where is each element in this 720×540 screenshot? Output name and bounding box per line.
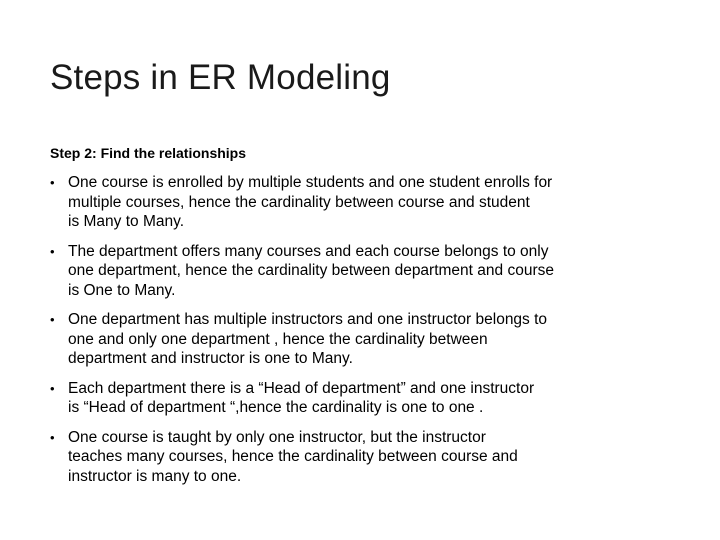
bullet-line: one department, hence the cardinality between department and course bbox=[68, 262, 554, 279]
bullet-line: teaches many courses, hence the cardinality between course and bbox=[68, 448, 518, 465]
slide-subtitle: Step 2: Find the relationships bbox=[50, 145, 247, 161]
bullet-item bbox=[50, 242, 700, 301]
bullet-line: multiple courses, hence the cardinality between course and student bbox=[68, 193, 530, 211]
bullet-marker: • bbox=[50, 429, 55, 445]
bullet-line: The department offers many courses and each course belongs to only bbox=[68, 242, 549, 260]
bullet-item bbox=[50, 173, 700, 232]
bullet-line: is Many to Many. bbox=[68, 213, 185, 230]
bullet-line: department and instructor is one to Many. bbox=[68, 350, 353, 367]
bullet-line: Each department there is a “Head of department” and one instructor bbox=[68, 379, 535, 397]
bullet-marker: • bbox=[50, 380, 55, 396]
bullet-item bbox=[50, 310, 700, 369]
bullet-line: One course is enrolled by multiple students and one student enrolls for bbox=[68, 174, 553, 191]
bullet-line: is One to Many. bbox=[68, 281, 176, 299]
bullet-item bbox=[50, 379, 700, 418]
bullet-list bbox=[50, 173, 700, 496]
bullet-marker: • bbox=[50, 175, 55, 190]
bullet-marker: • bbox=[50, 243, 55, 259]
bullet-line: One course is taught by only one instructor, but the instructor bbox=[68, 428, 486, 446]
slide-title: Steps in ER Modeling bbox=[50, 58, 391, 97]
bullet-marker: • bbox=[50, 312, 55, 327]
bullet-line: one and only one department , hence the cardinality between bbox=[68, 330, 488, 348]
bullet-line: instructor is many to one. bbox=[68, 467, 242, 485]
bullet-item bbox=[50, 428, 700, 487]
bullet-line: is “Head of department “,hence the cardinality is one to one . bbox=[68, 399, 484, 416]
bullet-line: One department has multiple instructors and one instructor belongs to bbox=[68, 311, 548, 328]
